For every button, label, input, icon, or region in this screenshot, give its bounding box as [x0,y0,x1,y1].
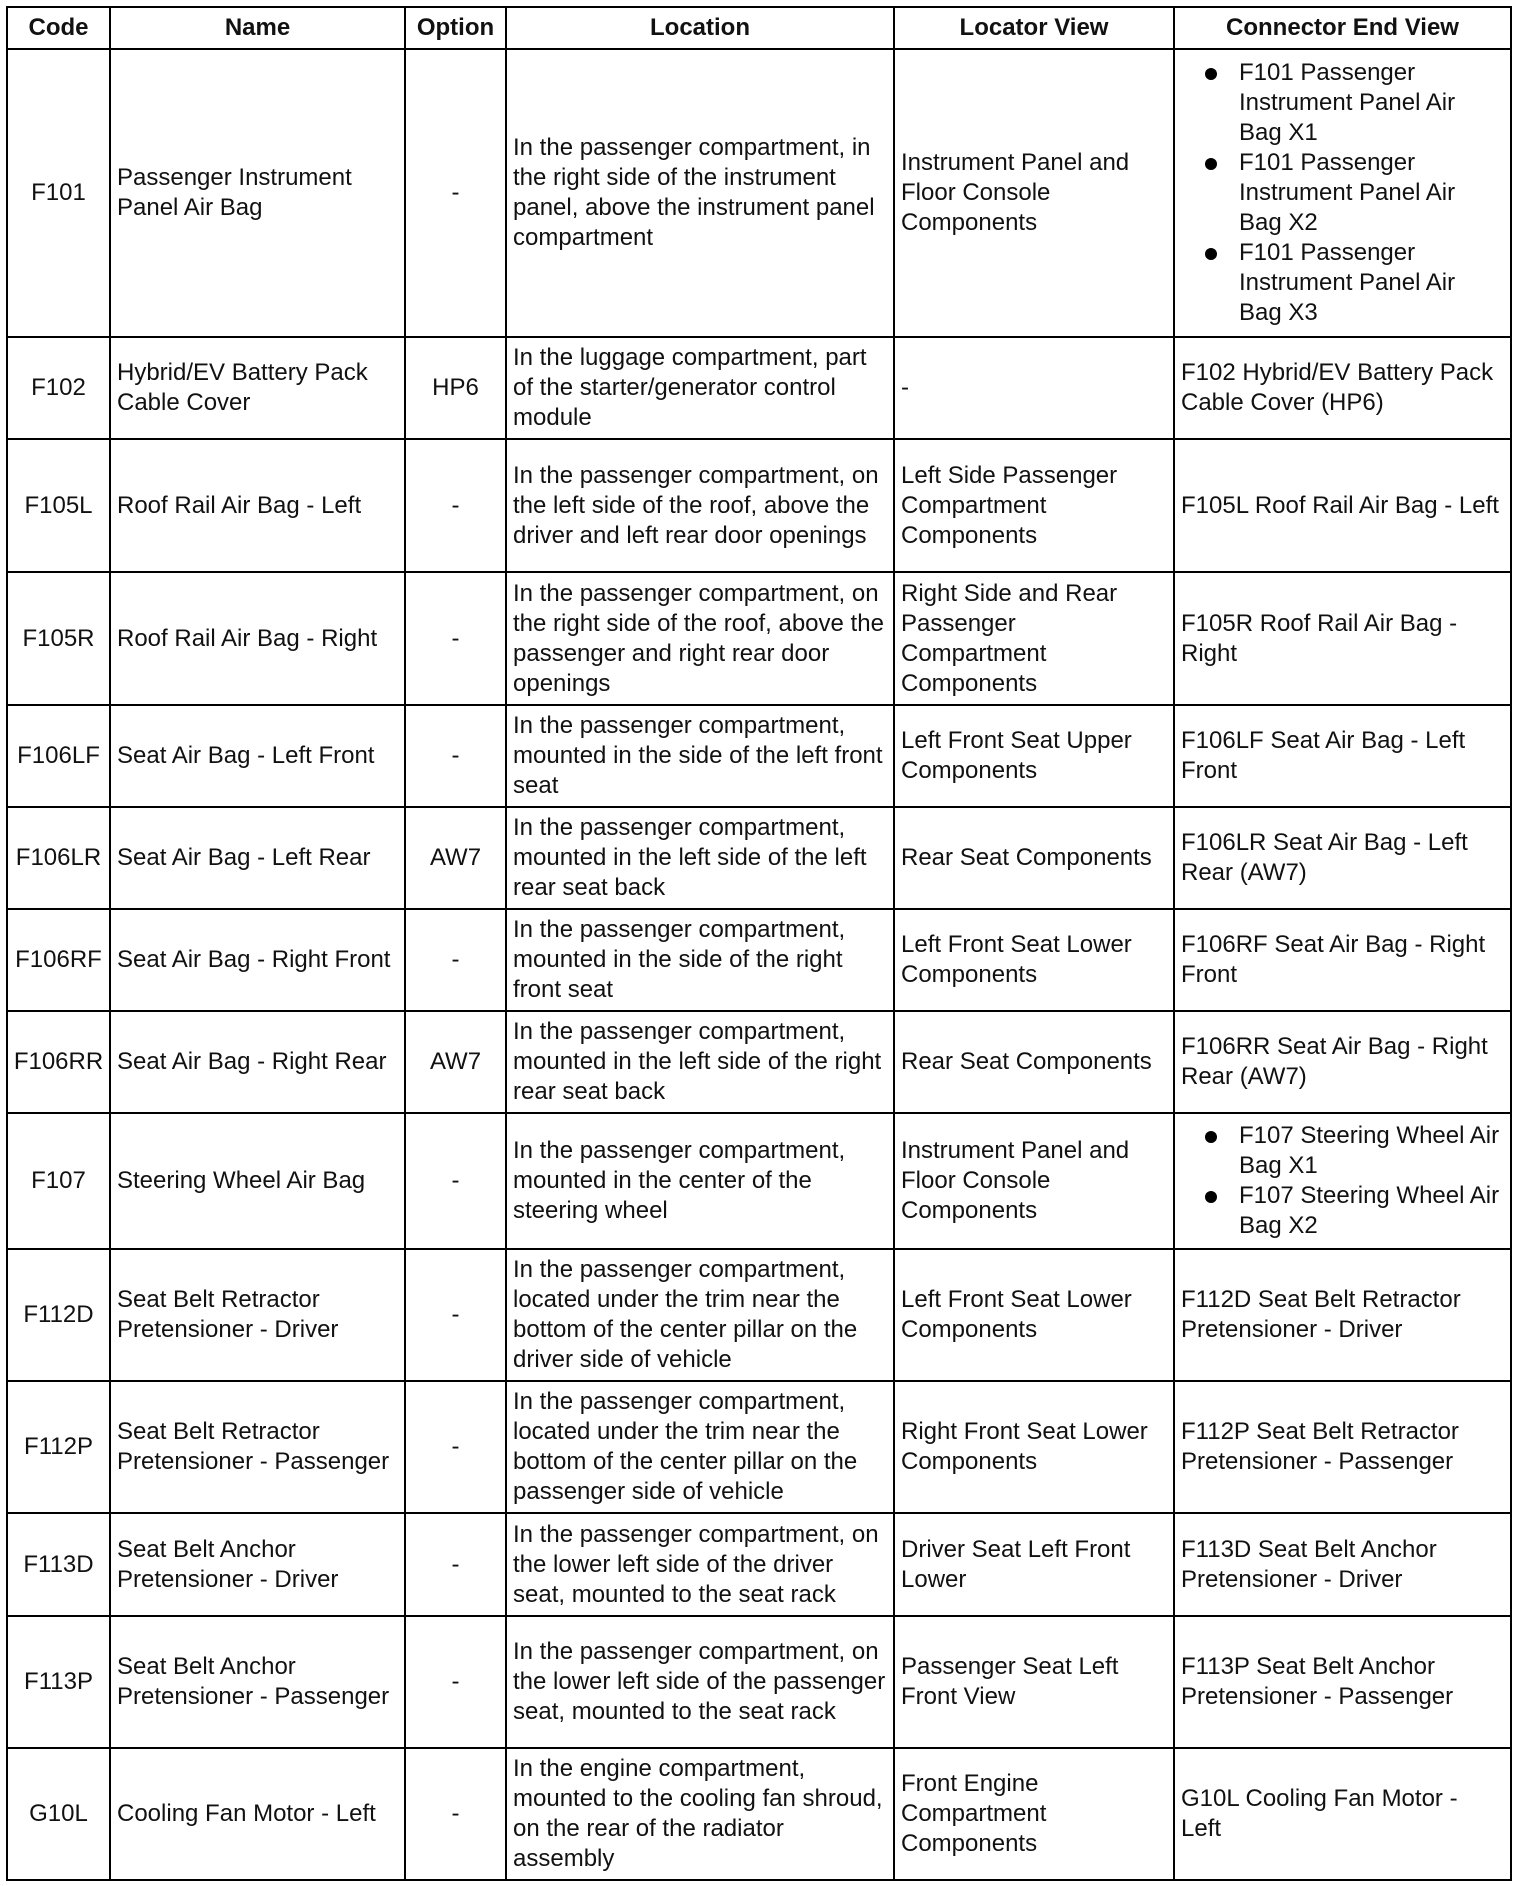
cell-location: In the passenger compartment, in the right side of the instrument panel, above the instrument panel compartment [506,49,894,337]
cell-location: In the passenger compartment, on the lower left side of the driver seat, mounted to the seat rack [506,1513,894,1616]
cell-code: F113D [7,1513,110,1616]
cell-option: AW7 [405,807,506,909]
table-row [7,1748,1511,1880]
cell-name: Steering Wheel Air Bag [110,1113,405,1249]
cell-code: F113P [7,1616,110,1748]
cell-name: Seat Air Bag - Right Front [110,909,405,1011]
cell-connector-end-view: F112D Seat Belt Retractor Pretensioner - Driver [1174,1249,1511,1381]
cell-locator-view: Passenger Seat Left Front View [894,1616,1174,1748]
cell-name: Seat Belt Anchor Pretensioner - Passenger [110,1616,405,1748]
table-row [7,572,1511,705]
cell-name: Seat Air Bag - Left Front [110,705,405,807]
connector-list [1181,58,1504,328]
cell-connector-end-view: F105R Roof Rail Air Bag - Right [1174,572,1511,705]
cell-option: - [405,1513,506,1616]
cell-location: In the passenger compartment, on the right side of the roof, above the passenger and right rear door openings [506,572,894,705]
cell-locator-view: Instrument Panel and Floor Console Components [894,1113,1174,1249]
connector-list-item: F107 Steering Wheel Air Bag X2 [1205,1181,1504,1241]
cell-name: Seat Belt Retractor Pretensioner - Driver [110,1249,405,1381]
cell-option: - [405,439,506,572]
cell-locator-view: Left Front Seat Upper Components [894,705,1174,807]
table-row [7,49,1511,337]
cell-locator-view: - [894,337,1174,439]
cell-name: Seat Air Bag - Left Rear [110,807,405,909]
cell-name: Hybrid/EV Battery Pack Cable Cover [110,337,405,439]
header-row [7,7,1511,49]
cell-locator-view: Driver Seat Left Front Lower [894,1513,1174,1616]
cell-connector-end-view [1174,49,1511,337]
cell-option: - [405,572,506,705]
cell-connector-end-view: F105L Roof Rail Air Bag - Left [1174,439,1511,572]
table-row [7,1381,1511,1513]
cell-location: In the luggage compartment, part of the starter/generator control module [506,337,894,439]
header-connector-end-view: Connector End View [1174,7,1511,49]
cell-location: In the passenger compartment, located under the trim near the bottom of the center pillar on the driver side of vehicle [506,1249,894,1381]
cell-code: F105R [7,572,110,705]
cell-code: F101 [7,49,110,337]
cell-locator-view: Front Engine Compartment Components [894,1748,1174,1880]
table-row [7,909,1511,1011]
cell-location: In the passenger compartment, mounted in the center of the steering wheel [506,1113,894,1249]
cell-locator-view: Rear Seat Components [894,807,1174,909]
cell-code: F106RR [7,1011,110,1113]
cell-option: - [405,1113,506,1249]
cell-connector-end-view [1174,1113,1511,1249]
table-row [7,1011,1511,1113]
cell-code: F112P [7,1381,110,1513]
cell-option: - [405,1616,506,1748]
cell-code: F105L [7,439,110,572]
cell-code: F102 [7,337,110,439]
cell-connector-end-view: F102 Hybrid/EV Battery Pack Cable Cover (HP6) [1174,337,1511,439]
cell-name: Roof Rail Air Bag - Left [110,439,405,572]
cell-connector-end-view: F112P Seat Belt Retractor Pretensioner - Passenger [1174,1381,1511,1513]
table-row [7,807,1511,909]
cell-code: F112D [7,1249,110,1381]
cell-locator-view: Rear Seat Components [894,1011,1174,1113]
cell-option: HP6 [405,337,506,439]
cell-code: F107 [7,1113,110,1249]
cell-option: - [405,1748,506,1880]
cell-name: Cooling Fan Motor - Left [110,1748,405,1880]
cell-locator-view: Left Front Seat Lower Components [894,1249,1174,1381]
header-name: Name [110,7,405,49]
cell-code: F106LF [7,705,110,807]
table-row [7,1249,1511,1381]
connector-list-item: F107 Steering Wheel Air Bag X1 [1205,1121,1504,1181]
cell-location: In the passenger compartment, mounted in the side of the left front seat [506,705,894,807]
cell-location: In the passenger compartment, mounted in the left side of the right rear seat back [506,1011,894,1113]
cell-connector-end-view: F106RR Seat Air Bag - Right Rear (AW7) [1174,1011,1511,1113]
cell-name: Roof Rail Air Bag - Right [110,572,405,705]
cell-locator-view: Right Side and Rear Passenger Compartment Components [894,572,1174,705]
cell-option: - [405,1249,506,1381]
table-row [7,439,1511,572]
cell-name: Passenger Instrument Panel Air Bag [110,49,405,337]
table-row [7,1616,1511,1748]
cell-option: - [405,705,506,807]
cell-locator-view: Right Front Seat Lower Components [894,1381,1174,1513]
cell-connector-end-view: F106RF Seat Air Bag - Right Front [1174,909,1511,1011]
header-option: Option [405,7,506,49]
cell-code: F106LR [7,807,110,909]
cell-name: Seat Air Bag - Right Rear [110,1011,405,1113]
cell-option: AW7 [405,1011,506,1113]
cell-location: In the passenger compartment, mounted in the left side of the left rear seat back [506,807,894,909]
cell-code: F106RF [7,909,110,1011]
component-locator-table [6,6,1512,1881]
connector-list-item: F101 Passenger Instrument Panel Air Bag X1 [1205,58,1504,148]
cell-connector-end-view: G10L Cooling Fan Motor - Left [1174,1748,1511,1880]
cell-connector-end-view: F113P Seat Belt Anchor Pretensioner - Passenger [1174,1616,1511,1748]
cell-location: In the passenger compartment, located under the trim near the bottom of the center pillar on the passenger side of vehicle [506,1381,894,1513]
cell-option: - [405,49,506,337]
cell-connector-end-view: F106LF Seat Air Bag - Left Front [1174,705,1511,807]
connector-list [1181,1121,1504,1241]
cell-location: In the engine compartment, mounted to the cooling fan shroud, on the rear of the radiator assembly [506,1748,894,1880]
cell-locator-view: Instrument Panel and Floor Console Components [894,49,1174,337]
cell-location: In the passenger compartment, on the lower left side of the passenger seat, mounted to the seat rack [506,1616,894,1748]
cell-connector-end-view: F106LR Seat Air Bag - Left Rear (AW7) [1174,807,1511,909]
connector-list-item: F101 Passenger Instrument Panel Air Bag X3 [1205,238,1504,328]
cell-code: G10L [7,1748,110,1880]
header-code: Code [7,7,110,49]
cell-name: Seat Belt Anchor Pretensioner - Driver [110,1513,405,1616]
cell-connector-end-view: F113D Seat Belt Anchor Pretensioner - Driver [1174,1513,1511,1616]
table-row [7,1113,1511,1249]
cell-locator-view: Left Front Seat Lower Components [894,909,1174,1011]
cell-location: In the passenger compartment, mounted in the side of the right front seat [506,909,894,1011]
cell-name: Seat Belt Retractor Pretensioner - Passenger [110,1381,405,1513]
connector-list-item: F101 Passenger Instrument Panel Air Bag X2 [1205,148,1504,238]
table-row [7,337,1511,439]
cell-option: - [405,1381,506,1513]
header-locator-view: Locator View [894,7,1174,49]
table-row [7,1513,1511,1616]
cell-location: In the passenger compartment, on the left side of the roof, above the driver and left rear door openings [506,439,894,572]
header-location: Location [506,7,894,49]
cell-option: - [405,909,506,1011]
cell-locator-view: Left Side Passenger Compartment Components [894,439,1174,572]
table-row [7,705,1511,807]
